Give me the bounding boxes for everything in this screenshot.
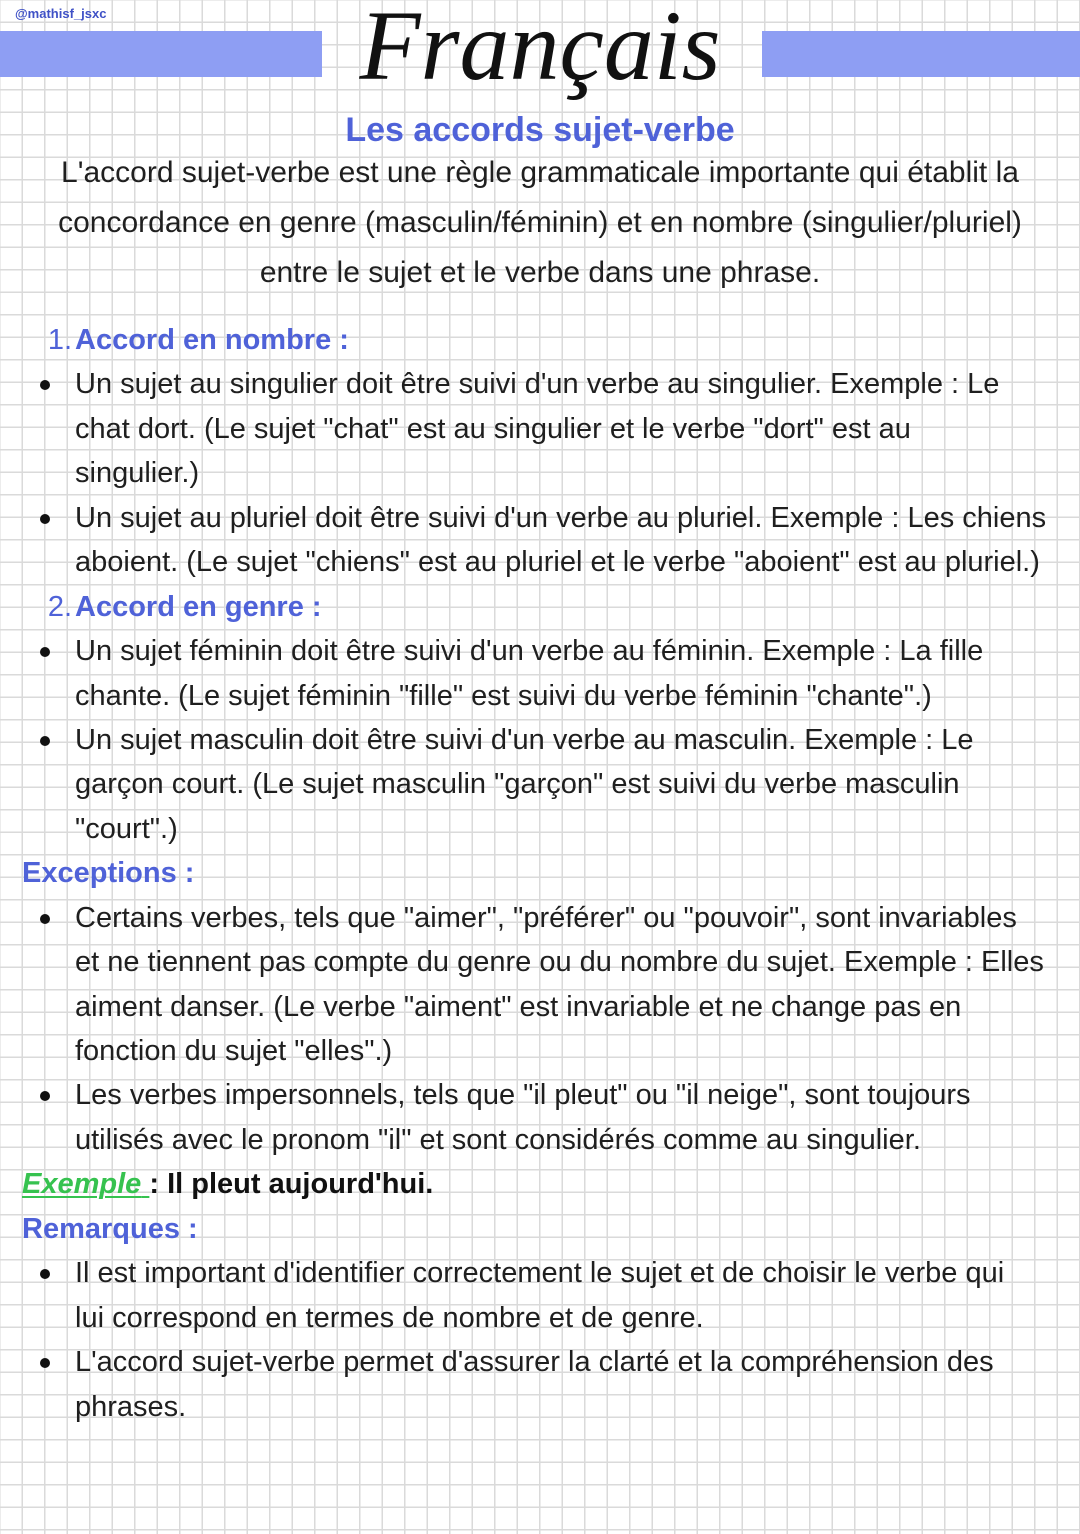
bullet-line: "court".) (75, 812, 178, 845)
intro-line: entre le sujet et le verbe dans une phrase. (259, 256, 821, 289)
bullet-icon (40, 914, 50, 924)
author-handle: @mathisf_jsxc (15, 6, 107, 21)
intro-paragraph (0, 148, 1080, 298)
bullet-line: Un sujet au singulier doit être suivi d'un verbe au singulier. Exemple : Le (75, 368, 1000, 401)
bullet-line: Les verbes impersonnels, tels que "il pleut" ou "il neige", sont toujours (75, 1079, 971, 1112)
bullet-line: Un sujet au pluriel doit être suivi d'un verbe au pluriel. Exemple : Les chiens (75, 501, 1047, 534)
bullet-line: Il est important d'identifier correctement le sujet et de choisir le verbe qui (75, 1257, 1005, 1290)
section-number: 1. (47, 324, 72, 356)
bullet-icon (40, 647, 50, 657)
list-item (0, 496, 1080, 585)
bullet-line: singulier.) (75, 457, 200, 490)
section-heading: Accord en nombre : (75, 324, 349, 356)
example-line (0, 1162, 1080, 1206)
bullet-line: chante. (Le sujet féminin "fille" est suivi du verbe féminin "chante".) (75, 679, 932, 712)
example-text: : Il pleut aujourd'hui. (149, 1168, 434, 1201)
page-title: Français (359, 0, 721, 101)
bullet-line: et ne tiennent pas compte du genre ou du nombre du sujet. Exemple : Elles (75, 946, 1044, 979)
exceptions-heading: Exceptions : (22, 857, 195, 890)
example-label: Exemple (22, 1168, 142, 1201)
bullet-line: garçon court. (Le sujet masculin "garçon" est suivi du verbe masculin (75, 768, 960, 801)
section-title (0, 318, 1080, 362)
bullet-line: utilisés avec le pronom "il" et sont considérés comme au singulier. (75, 1123, 921, 1156)
lesson-body (0, 318, 1080, 1429)
bullet-line: aiment danser. (Le verbe "aiment" est invariable et ne change pas en (75, 990, 962, 1023)
intro-line: L'accord sujet-verbe est une règle grammaticale importante qui établit la (61, 156, 1019, 189)
list-item (0, 1251, 1080, 1340)
bullet-line: lui correspond en termes de nombre et de genre. (75, 1301, 704, 1334)
list-item (0, 629, 1080, 718)
bullet-line: Certains verbes, tels que "aimer", "préférer" ou "pouvoir", sont invariables (75, 901, 1017, 934)
bullet-line: chat dort. (Le sujet "chat" est au singulier et le verbe "dort" est au (75, 412, 911, 445)
list-item (0, 362, 1080, 495)
bullet-icon (40, 514, 50, 524)
bullet-line: Un sujet féminin doit être suivi d'un verbe au féminin. Exemple : La fille (75, 635, 984, 668)
section-number: 2. (47, 590, 72, 623)
list-item (0, 896, 1080, 1074)
section-title (0, 585, 1080, 629)
bullet-line: Un sujet masculin doit être suivi d'un verbe au masculin. Exemple : Le (75, 723, 974, 756)
bullet-line: aboient. (Le sujet "chiens" est au pluriel et le verbe "aboient" est au pluriel.) (75, 546, 1040, 579)
bullet-line: phrases. (75, 1390, 187, 1423)
list-item (0, 1073, 1080, 1162)
bullet-line: fonction du sujet "elles".) (75, 1035, 393, 1067)
intro-line: concordance en genre (masculin/féminin) et en nombre (singulier/pluriel) (58, 206, 1022, 239)
list-item (0, 1340, 1080, 1429)
section-heading: Accord en genre : (75, 590, 322, 623)
bullet-icon (40, 736, 50, 746)
list-item (0, 718, 1080, 851)
bullet-line: L'accord sujet-verbe permet d'assurer la clarté et la compréhension des (75, 1346, 994, 1379)
lesson-subtitle: Les accords sujet-verbe (345, 111, 735, 149)
bullet-icon (40, 1358, 50, 1368)
remarks-heading: Remarques : (22, 1212, 198, 1245)
